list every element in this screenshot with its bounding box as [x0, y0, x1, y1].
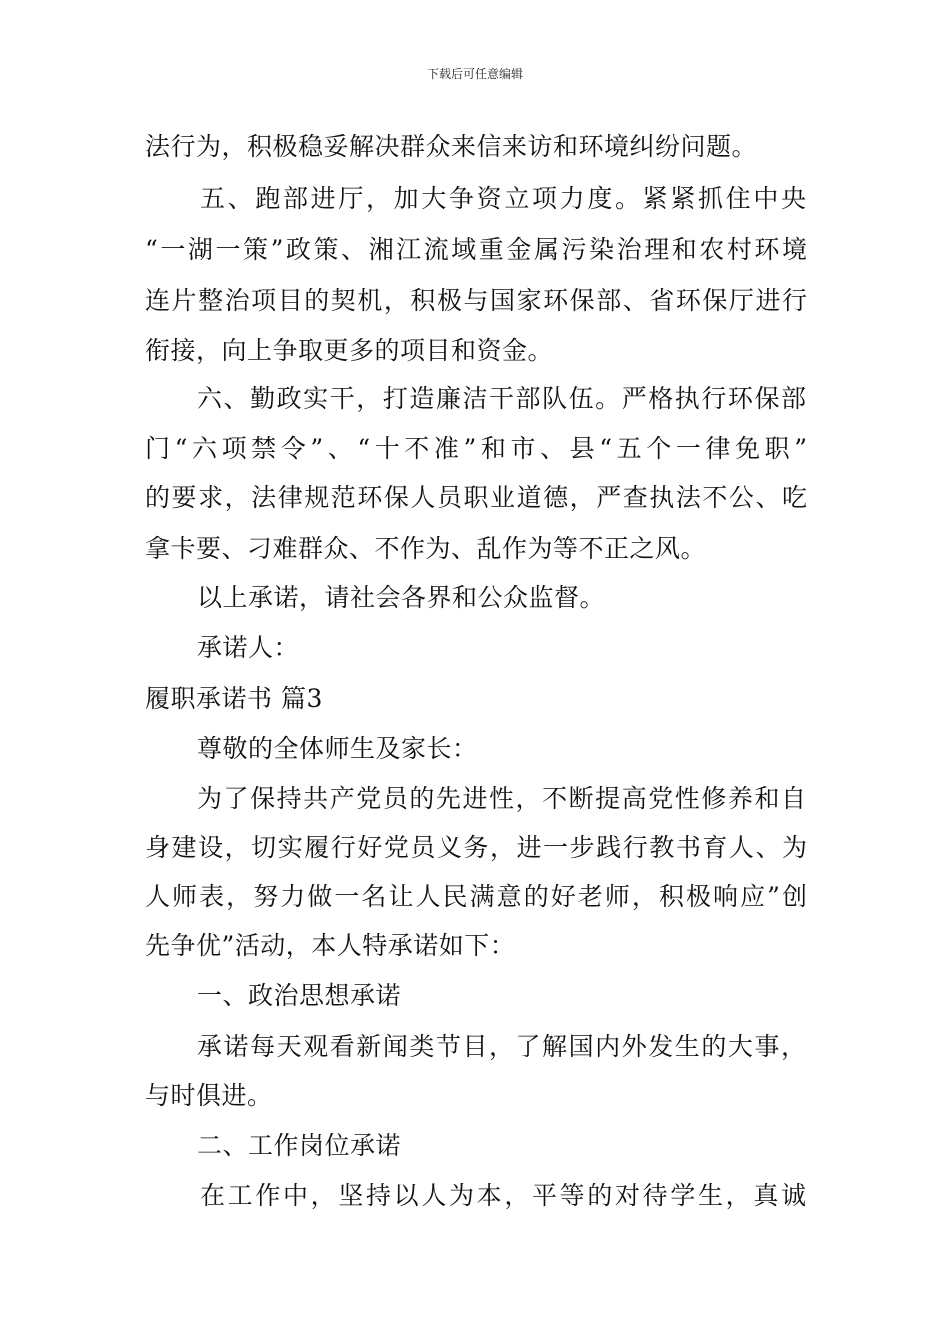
- text-line: 与时俱进。: [145, 1081, 273, 1110]
- text-line: 五、跑部进厅，加大争资立项力度。紧紧抓住中央: [200, 184, 806, 213]
- text-line: 门“六项禁令”、“十不准”和市、县“五个一律免职”: [145, 434, 807, 463]
- text-line: 承诺人：: [197, 633, 300, 662]
- text-line: 承诺每天观看新闻类节目，了解国内外发生的大事，: [197, 1032, 806, 1061]
- subsection-heading: 一、政治思想承诺: [197, 981, 402, 1010]
- text-line: 连片整治项目的契机，积极与国家环保部、省环保厅进行: [145, 286, 807, 315]
- text-line: 法行为，积极稳妥解决群众来信来访和环境纠纷问题。: [145, 132, 758, 161]
- text-line: 的要求，法律规范环保人员职业道德，严查执法不公、吃: [145, 483, 807, 512]
- text-line: 衔接，向上争取更多的项目和资金。: [145, 336, 554, 365]
- text-line: “一湖一策”政策、湘江流域重金属污染治理和农村环境: [145, 235, 807, 264]
- page-header: 下载后可任意编辑: [426, 67, 523, 81]
- text-line: 先争优”活动，本人特承诺如下：: [145, 931, 516, 960]
- section-heading: 履职承诺书 篇3: [145, 684, 323, 713]
- text-line: 拿卡要、刁难群众、不作为、乱作为等不正之风。: [145, 534, 707, 563]
- text-line: 六、勤政实干，打造廉洁干部队伍。严格执行环保部: [197, 384, 806, 413]
- subsection-heading: 二、工作岗位承诺: [197, 1131, 402, 1160]
- text-line: 身建设，切实履行好党员义务，进一步践行教书育人、为: [145, 833, 807, 862]
- text-line: 在工作中，坚持以人为本，平等的对待学生，真诚: [200, 1181, 806, 1210]
- text-line: 为了保持共产党员的先进性，不断提高党性修养和自: [197, 784, 806, 813]
- text-line: 尊敬的全体师生及家长：: [197, 734, 478, 763]
- text-line: 以上承诺，请社会各界和公众监督。: [197, 583, 606, 612]
- text-line: 人师表，努力做一名让人民满意的好老师，积极响应”创: [145, 882, 807, 911]
